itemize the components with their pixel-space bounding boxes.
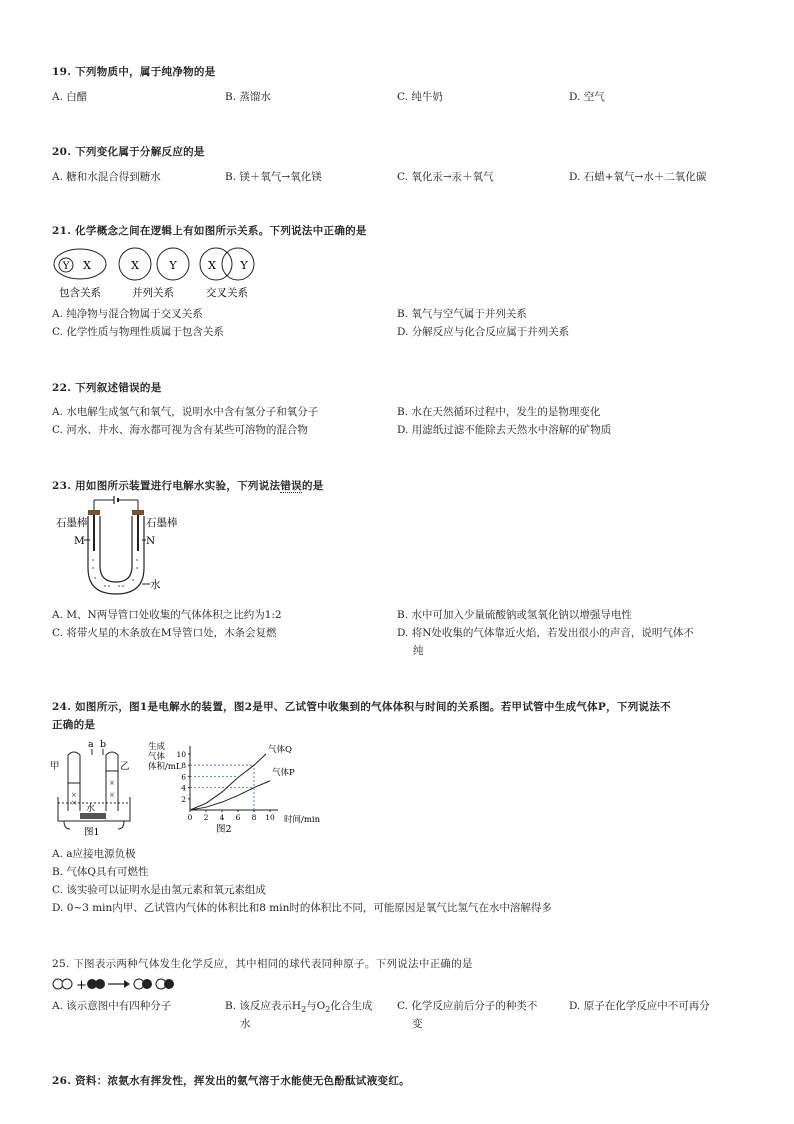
q24-stem-line2: 正确的是 xyxy=(52,719,96,731)
left-electrode-cap xyxy=(88,510,100,515)
q21-stem: 21. 化学概念之间在逻辑上有如图所示关系。下列说法中正确的是 xyxy=(52,225,367,237)
q19-option-d[interactable]: D. 空气 xyxy=(569,91,605,103)
cross-y-label: Y xyxy=(240,259,248,272)
q25-option-d[interactable]: D. 原子在化学反应中不可再分 xyxy=(569,1000,710,1012)
q25-b-text3: 化合生成 xyxy=(330,1000,373,1012)
figure-1-caption: 图1 xyxy=(84,827,100,838)
series-label-q: 气体Q xyxy=(268,745,292,755)
trough-water-label: 水 xyxy=(86,804,96,814)
q23-option-a[interactable]: A. M、N两导管口处收集的气体体积之比约为1:2 xyxy=(52,609,282,621)
q24-option-a[interactable]: A. a应接电源负极 xyxy=(52,848,136,860)
q22-option-c[interactable]: C. 河水、井水、海水都可视为含有某些可溶物的混合物 xyxy=(52,424,308,436)
contain-x-label: X xyxy=(83,259,91,272)
svg-text:×: × xyxy=(71,791,77,799)
n-label: N xyxy=(146,535,156,547)
left-graphite-rod xyxy=(93,515,95,551)
white-atom-icon xyxy=(62,979,72,989)
contain-y-label: Y xyxy=(62,261,70,272)
q25-option-c-line1[interactable]: C. 化学反应前后分子的种类不 xyxy=(397,1000,538,1012)
q23-option-d-line1[interactable]: D. 将N处收集的气体靠近火焰，若发出很小的声音，说明气体不 xyxy=(397,627,694,639)
svg-text:×: × xyxy=(109,779,115,787)
svg-text:×: × xyxy=(109,791,115,799)
q21-option-a[interactable]: A. 纯净物与混合物属于交叉关系 xyxy=(52,308,203,320)
q21-option-b[interactable]: B. 氧气与空气属于并列关系 xyxy=(397,308,527,320)
cross-y-circle xyxy=(222,248,254,280)
parallel-x-label: X xyxy=(131,259,139,272)
x-tick-label: 8 xyxy=(251,813,257,822)
q22-stem: 22. 下列叙述错误的是 xyxy=(52,382,162,394)
cross-caption: 交叉关系 xyxy=(206,287,248,299)
y-tick-label: 2 xyxy=(181,794,186,804)
black-atom-icon xyxy=(142,979,152,989)
series-line-q xyxy=(190,754,266,810)
tube-jia-label: 甲 xyxy=(50,761,60,772)
q21-option-d[interactable]: D. 分解反应与化合反应属于并列关系 xyxy=(397,326,570,338)
chart-ylabel-line2: 气体 xyxy=(148,752,166,762)
water-label: 水 xyxy=(150,579,161,591)
right-graphite-rod xyxy=(137,515,139,551)
figure-2-chart xyxy=(146,740,326,835)
x-tick-label: 0 xyxy=(187,813,193,822)
contain-caption: 包含关系 xyxy=(59,287,101,299)
q20-option-c[interactable]: C. 氧化汞→汞＋氧气 xyxy=(397,171,494,183)
q20-option-d[interactable]: D. 石蜡+氧气→水＋二氧化碳 xyxy=(569,171,707,183)
q20-option-a[interactable]: A. 糖和水混合得到糖水 xyxy=(52,171,161,183)
chart-xlabel: 时间/min xyxy=(284,815,321,825)
parallel-y-label: Y xyxy=(169,259,177,272)
x-tick-label: 2 xyxy=(203,813,209,822)
chart-ylabel-line1: 生成 xyxy=(148,742,166,752)
q22-option-d[interactable]: D. 用滤纸过滤不能除去天然水中溶解的矿物质 xyxy=(397,424,612,436)
q23-option-b[interactable]: B. 水中可加入少量硫酸钠或氢氧化钠以增强导电性 xyxy=(397,609,632,621)
series-label-p: 气体P xyxy=(272,767,295,778)
q25-b-sub2: 2 xyxy=(325,1005,331,1015)
svg-text:×: × xyxy=(71,799,77,807)
q24-option-d[interactable]: D. 0~3 min内甲、乙试管内气体的体积比和8 min时的体积比不同，可能原因是氧气比氢气在水中溶解得多 xyxy=(52,902,552,914)
q22-option-b[interactable]: B. 水在天然循环过程中，发生的是物理变化 xyxy=(397,406,601,418)
q19-option-b[interactable]: B. 蒸馏水 xyxy=(225,91,271,103)
q24-option-c[interactable]: C. 该实验可以证明水是由氢元素和氧元素组成 xyxy=(52,884,266,896)
tube-yi-label: 乙 xyxy=(120,761,130,772)
q20-stem: 20. 下列变化属于分解反应的是 xyxy=(52,146,205,158)
x-tick-label: 6 xyxy=(235,813,241,822)
q21-option-c[interactable]: C. 化学性质与物理性质属于包含关系 xyxy=(52,326,224,338)
q23-option-c[interactable]: C. 将带火星的木条放在M导管口处，木条会复燃 xyxy=(52,627,277,639)
y-tick-label: 10 xyxy=(176,750,186,759)
q25-option-b-line2[interactable]: 水 xyxy=(240,1018,251,1030)
right-electrode-cap xyxy=(132,510,144,515)
q24-stem-line1: 24. 如图所示，图1是电解水的装置，图2是甲、乙试管中收集到的气体体积与时间的关系图。若甲试管中生成气体P，下列说法不 xyxy=(52,701,671,713)
q25-option-a[interactable]: A. 该示意图中有四种分子 xyxy=(52,1000,172,1012)
electrolysis-apparatus xyxy=(56,496,196,602)
q25-stem: 25. 下图表示两种气体发生化学反应，其中相同的球代表同种原子。下列说法中正确的是 xyxy=(52,958,473,970)
parallel-caption: 并列关系 xyxy=(132,287,174,299)
q22-option-a[interactable]: A. 水电解生成氢气和氧气，说明水中含有氢分子和氧分子 xyxy=(52,406,319,418)
electrode-b-label: b xyxy=(100,739,107,750)
molecule-reaction-diagram xyxy=(52,975,192,993)
black-atom-icon xyxy=(95,979,105,989)
plus-sign: + xyxy=(76,978,87,993)
y-tick-label: 8 xyxy=(181,761,186,771)
y-tick-label: 4 xyxy=(181,783,186,793)
y-tick-label: 6 xyxy=(181,772,186,782)
figure-1-apparatus xyxy=(50,737,138,838)
m-label: M xyxy=(74,535,85,547)
q25-b-sub1: 2 xyxy=(301,1005,307,1015)
cross-x-label: X xyxy=(208,259,216,272)
q23-option-d-line2[interactable]: 纯 xyxy=(413,645,424,657)
q21-relation-figure xyxy=(52,246,272,302)
x-tick-label: 10 xyxy=(265,813,275,822)
q19-stem: 19. 下列物质中，属于纯净物的是 xyxy=(52,66,216,78)
u-tube-inner xyxy=(100,516,132,582)
black-atom-icon xyxy=(164,979,174,989)
q19-option-c[interactable]: C. 纯牛奶 xyxy=(397,91,443,103)
q19-option-a[interactable]: A. 白醋 xyxy=(52,91,88,103)
q20-option-b[interactable]: B. 镁＋氧气→氧化镁 xyxy=(225,171,322,183)
chart-ylabel-line3: 体积/mL xyxy=(148,762,182,772)
q23-stem-emphasis: 错误 xyxy=(280,480,302,492)
q26-stem: 26. 资料：浓氨水有挥发性，挥发出的氨气溶于水能使无色酚酞试液变红。 xyxy=(52,1075,410,1087)
q25-b-text2: 与O xyxy=(306,1000,326,1012)
x-tick-label: 4 xyxy=(219,813,225,822)
q23-stem xyxy=(52,478,324,493)
electrode-a-label: a xyxy=(88,739,94,750)
q25-option-c-line2[interactable]: 变 xyxy=(412,1018,423,1030)
q24-option-b[interactable]: B. 气体Q具有可燃性 xyxy=(52,866,149,878)
q25-b-text1: B. 该反应表示H xyxy=(225,1000,302,1012)
q23-stem-before: 23. 用如图所示装置进行电解水实验，下列说法 xyxy=(52,480,281,492)
right-electrode-label: 石墨棒 xyxy=(146,517,178,529)
q23-stem-after: 的是 xyxy=(301,480,324,492)
left-electrode-label: 石墨棒 xyxy=(56,517,88,529)
figure-2-caption: 图2 xyxy=(216,824,232,835)
